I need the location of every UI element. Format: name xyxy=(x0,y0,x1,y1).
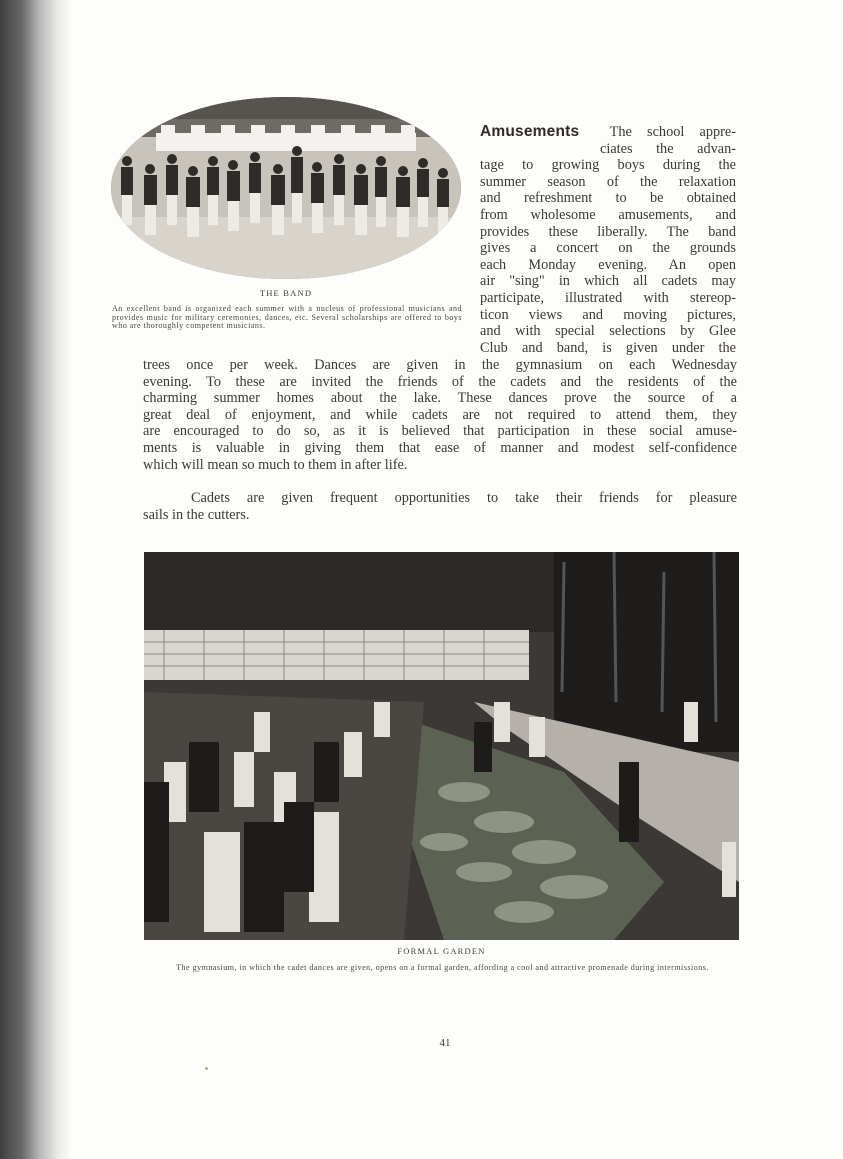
cutters-paragraph xyxy=(143,490,737,523)
paragraph-line: sails in the cutters. xyxy=(143,506,250,523)
formal-garden-title: FORMAL GARDEN xyxy=(397,946,486,956)
band-photo xyxy=(111,97,461,279)
side-line-text: The school appre- xyxy=(609,124,736,140)
band-photo-caption: An excellent band is organized each summer with a nucleus of professional musicians and provides music for military ceremonies, dances, etc. Several scholarships are offered to boys who are thoroughly competent musicians. xyxy=(112,304,462,331)
side-line: gives a concert on the grounds xyxy=(480,240,736,257)
side-line xyxy=(480,124,736,141)
side-line: ciates the advan- xyxy=(600,140,736,157)
side-line: participate, illustrated with stereop- xyxy=(480,289,736,306)
book-spine-shadow xyxy=(0,0,70,1159)
amusements-continued-paragraph xyxy=(143,357,737,473)
paragraph-line: Cadets are given frequent opportunities to take their friends for pleasure xyxy=(191,490,737,506)
formal-garden-photo xyxy=(144,552,739,940)
formal-garden-caption: The gymnasium, in which the cadet dances are given, opens on a formal garden, affording a cool and attractive promenade during intermissions. xyxy=(176,963,709,972)
paragraph-line: evening. To these are invited the friends of the cadets and the residents of the xyxy=(143,373,737,390)
band-photo-title: THE BAND xyxy=(259,288,313,298)
side-line: each Monday evening. An open xyxy=(480,256,736,273)
side-line: tage to growing boys during the xyxy=(480,157,736,174)
paragraph-line: which will mean so much to them in after life. xyxy=(143,456,408,473)
paragraph-line: ments is valuable in giving them that ease of manner and modest self-confidence xyxy=(143,439,737,456)
side-line: and with special selections by Glee xyxy=(480,323,736,340)
page-number: 41 xyxy=(439,1037,451,1049)
paragraph-line: trees once per week. Dances are given in the gymnasium on each Wednesday xyxy=(143,357,737,373)
paper-speck xyxy=(205,1067,208,1070)
side-line: and refreshment to be obtained xyxy=(480,190,736,207)
paragraph-line: are encouraged to do so, as it is believed that participation in these social amuse- xyxy=(143,423,737,440)
side-line: Club and band, is given under the xyxy=(480,339,736,356)
paragraph-line: great deal of enjoyment, and while cadets are not required to attend them, they xyxy=(143,406,737,423)
side-line: from wholesome amusements, and xyxy=(480,206,736,223)
side-line: provides these liberally. The band xyxy=(480,223,736,240)
paragraph-line: charming summer homes about the lake. These dances prove the source of a xyxy=(143,390,737,407)
side-line: ticon views and moving pictures, xyxy=(480,306,736,323)
amusements-side-column xyxy=(480,124,736,356)
section-heading: Amusements xyxy=(480,123,580,140)
side-line: air "sing" in which all cadets may xyxy=(480,273,736,290)
side-line: summer season of the relaxation xyxy=(480,173,736,190)
